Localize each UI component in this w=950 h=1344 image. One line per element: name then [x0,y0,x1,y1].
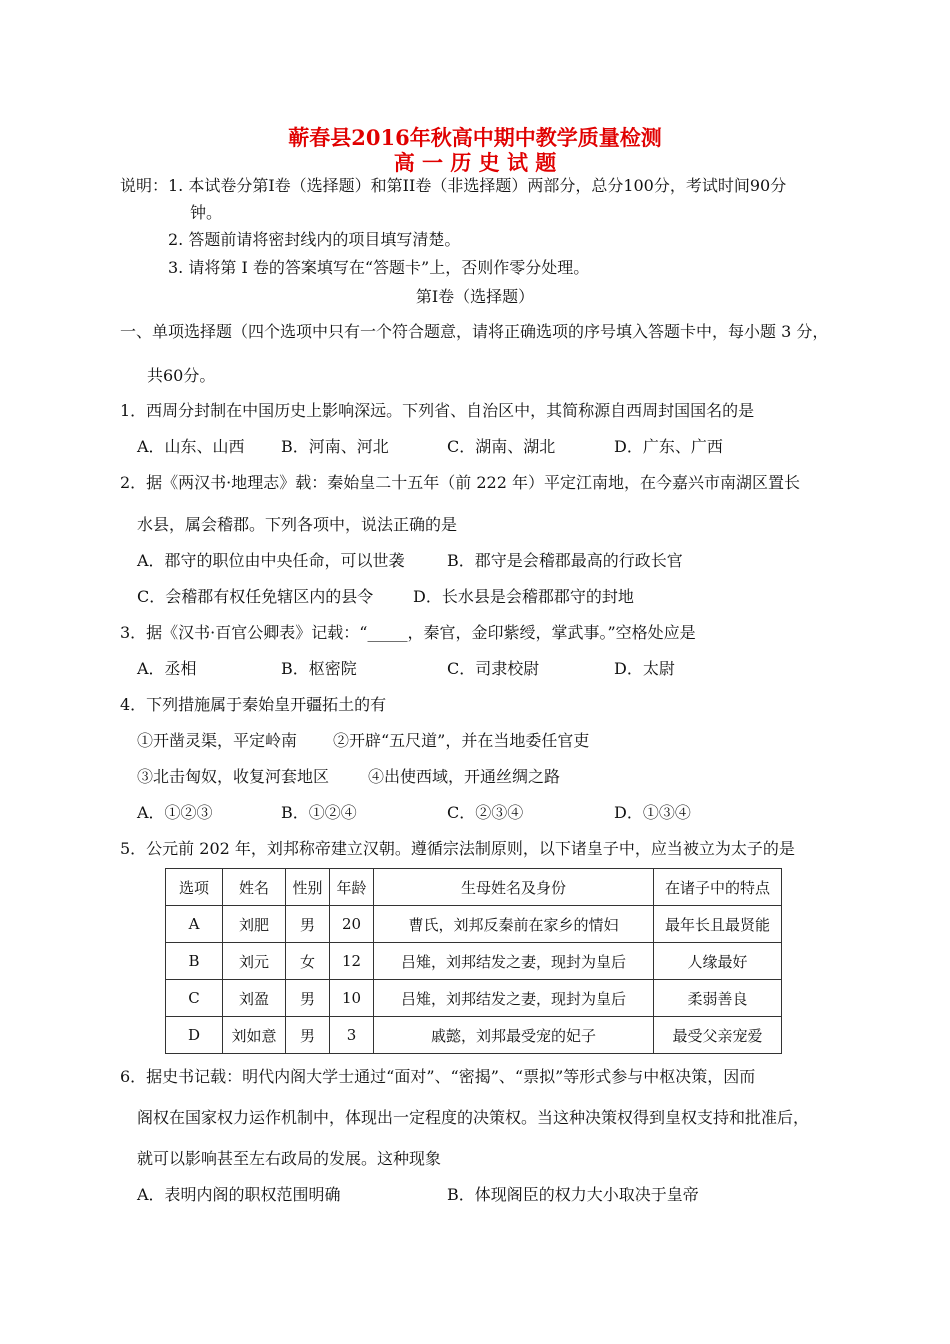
q4-option-d: D．①③④ [614,803,691,822]
q6-option-b: B．体现阁臣的权力大小取决于皇帝 [447,1185,699,1204]
table-header-cell: 性别 [286,869,330,906]
table-cell: 刘盈 [223,980,286,1017]
q1-option-c: C．湖南、湖北 [447,437,556,456]
instruction-1-cont: 钟。 [190,203,223,222]
table-header-cell: 在诸子中的特点 [654,869,782,906]
q5-table [165,868,782,1054]
table-cell: 最年长且最贤能 [654,906,782,943]
q4-option-b: B．①②④ [281,803,357,822]
table-cell: 刘元 [223,943,286,980]
section-title: 第I卷（选择题） [415,287,535,306]
table-cell: 吕雉，刘邦结发之妻，现封为皇后 [374,980,654,1017]
exam-subtitle: 高 一 历 史 试 题 [393,150,557,175]
table-row [166,906,782,943]
table-cell: 柔弱善良 [654,980,782,1017]
table-cell: D [166,1017,223,1054]
table-cell: 吕雉，刘邦结发之妻，现封为皇后 [374,943,654,980]
q2-option-a: A．郡守的职位由中央任命，可以世袭 [137,551,405,570]
table-cell: 10 [330,980,374,1017]
q2-stem-cont: 水县，属会稽郡。下列各项中，说法正确的是 [137,515,458,534]
table-header-row [166,869,782,906]
q4-item-3: ③北击匈奴，收复河套地区 [137,767,330,786]
table-cell: C [166,980,223,1017]
instruction-2: 2. 答题前请将密封线内的项目填写清楚。 [168,230,461,249]
instructions-prefix: 说明： [120,176,169,195]
table-cell: 12 [330,943,374,980]
q6-stem: 6．据史书记载：明代内阁大学士通过“面对”、“密揭”、“票拟”等形式参与中枢决策，因而 [120,1067,756,1086]
table-row [166,1017,782,1054]
q4-stem: 4．下列措施属于秦始皇开疆拓土的有 [120,695,387,714]
q3-stem: 3．据《汉书·百官公卿表》记载：“_____，秦官，金印紫绶，掌武事。”空格处应是 [120,623,696,642]
part-heading-cont: 共60分。 [147,366,216,385]
table-cell: 男 [286,906,330,943]
q1-option-a: A．山东、山西 [137,437,245,456]
table-cell: B [166,943,223,980]
table-cell: 女 [286,943,330,980]
table-cell: 男 [286,1017,330,1054]
q4-option-a: A．①②③ [137,803,213,822]
table-cell: 曹氏，刘邦反秦前在家乡的情妇 [374,906,654,943]
q6-option-a: A．表明内阁的职权范围明确 [137,1185,341,1204]
table-header-cell: 年龄 [330,869,374,906]
q4-item-2: ②开辟“五尺道”，并在当地委任官吏 [333,731,590,750]
table-header-cell: 姓名 [223,869,286,906]
q6-stem-cont-1: 阁权在国家权力运作机制中，体现出一定程度的决策权。当这种决策权得到皇权支持和批准后， [137,1108,810,1127]
table-cell: A [166,906,223,943]
q3-option-b: B．枢密院 [281,659,357,678]
q3-option-a: A．丞相 [137,659,197,678]
q2-stem: 2．据《两汉书·地理志》载：秦始皇二十五年（前 222 年）平定江南地，在今嘉兴市南湖区置长 [120,473,800,492]
table-cell: 戚懿，刘邦最受宠的妃子 [374,1017,654,1054]
exam-title: 蕲春县2016年秋高中期中教学质量检测 [288,125,662,150]
table-cell: 刘如意 [223,1017,286,1054]
q2-option-c: C．会稽郡有权任免辖区内的县令 [137,587,374,606]
q3-option-c: C．司隶校尉 [447,659,540,678]
q1-option-b: B．河南、河北 [281,437,389,456]
table-cell: 3 [330,1017,374,1054]
q3-option-d: D．太尉 [614,659,675,678]
q2-option-b: B．郡守是会稽郡最高的行政长官 [447,551,683,570]
table-cell: 最受父亲宠爱 [654,1017,782,1054]
table-header-cell: 选项 [166,869,223,906]
q1-option-d: D．广东、广西 [614,437,723,456]
q4-item-1: ①开凿灵渠，平定岭南 [137,731,298,750]
table-cell: 刘肥 [223,906,286,943]
q5-stem: 5．公元前 202 年，刘邦称帝建立汉朝。遵循宗法制原则，以下诸皇子中，应当被立为太子的是 [120,839,795,858]
table-row [166,943,782,980]
table-header-cell: 生母姓名及身份 [374,869,654,906]
table-cell: 人缘最好 [654,943,782,980]
instruction-3: 3. 请将第 I 卷的答案填写在“答题卡”上，否则作零分处理。 [168,258,590,277]
q4-item-4: ④出使西域，开通丝绸之路 [368,767,561,786]
table-row [166,980,782,1017]
table-cell: 男 [286,980,330,1017]
instruction-1: 1. 本试卷分第I卷（选择题）和第II卷（非选择题）两部分，总分100分，考试时间90分 [168,176,787,195]
table-cell: 20 [330,906,374,943]
q1-stem: 1．西周分封制在中国历史上影响深远。下列省、自治区中，其简称源自西周封国国名的是 [120,401,755,420]
q2-option-d: D．长水县是会稽郡郡守的封地 [413,587,634,606]
q6-stem-cont-2: 就可以影响甚至左右政局的发展。这种现象 [137,1149,442,1168]
q4-option-c: C．②③④ [447,803,524,822]
part-heading: 一、单项选择题（四个选项中只有一个符合题意，请将正确选项的序号填入答题卡中，每小题 3 分， [120,322,829,341]
